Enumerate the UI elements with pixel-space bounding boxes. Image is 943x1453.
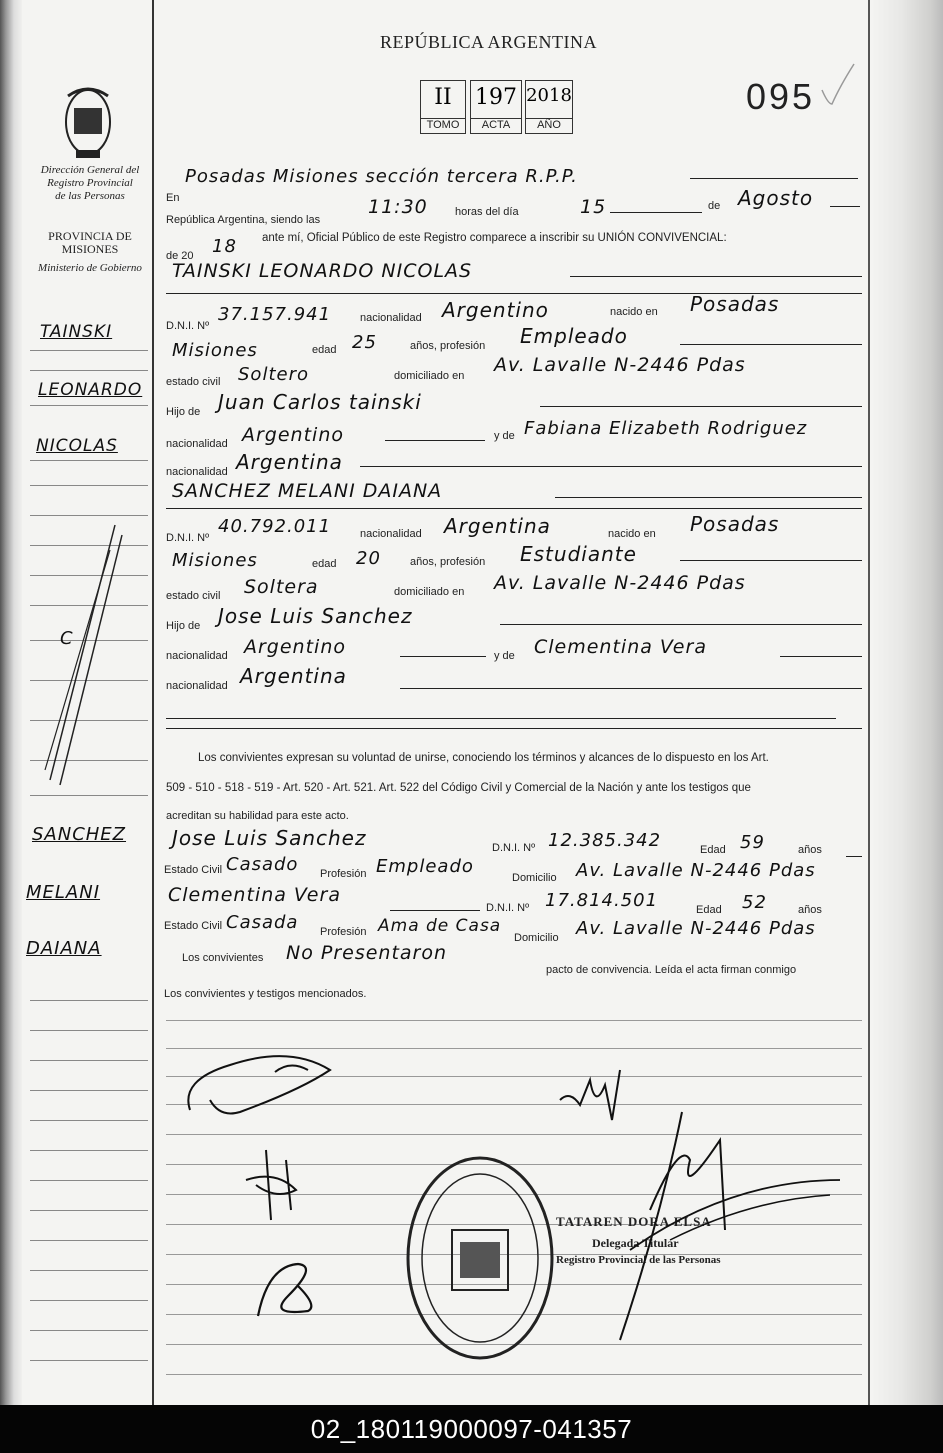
officer-title: Delegada Titular (592, 1236, 679, 1250)
person1-name: TAINSKI LEONARDO NICOLAS (172, 260, 473, 282)
officer-name: TATAREN DORA ELSA (556, 1214, 712, 1229)
margin-name-tainski: TAINSKI (40, 322, 113, 342)
page-binding-edge (0, 0, 22, 1405)
person1-father: Juan Carlos tainski (218, 390, 422, 414)
declaration-line1: Los convivientes expresan su voluntad de unirse, conociendo los términos y alcances de lo dispuesto en los Art. (198, 752, 769, 764)
label-wdom-2: Domicilio (514, 932, 559, 944)
person2-mother: Clementina Vera (534, 636, 707, 658)
person1-civil: Soltero (238, 364, 309, 385)
witness1-address: Av. Lavalle N-2446 Pdas (576, 860, 816, 881)
label-yde-2: y de (494, 650, 515, 662)
label-nac-1c: nacionalidad (166, 466, 228, 478)
person1-age: 25 (352, 332, 377, 353)
label-nac-1b: nacionalidad (166, 438, 228, 450)
label-edad-2: edad (312, 558, 337, 570)
signature-1 (180, 1040, 340, 1120)
label-yde-1: y de (494, 430, 515, 442)
label-wprof-2: Profesión (320, 926, 367, 938)
label-ante: ante mí, Oficial Público de este Registro comparece a inscribir su UNIÓN CONVIVENCIAL: (262, 232, 727, 244)
witness1-name: Jose Luis Sanchez (172, 826, 367, 850)
label-nac-1: nacionalidad (360, 312, 422, 324)
margin-name-melani: MELANI (26, 882, 101, 903)
person2-birthplace2: Misiones (172, 550, 258, 571)
label-hijo-2: Hijo de (166, 620, 201, 632)
label-convivientes: Los convivientes (182, 952, 264, 964)
person2-address: Av. Lavalle N-2446 Pdas (494, 572, 746, 594)
witness2-dni: 17.814.501 (545, 890, 659, 911)
provincial-seal-icon (62, 84, 114, 164)
label-wanios-2: años (798, 904, 822, 916)
person2-name: SANCHEZ MELANI DAIANA (172, 480, 443, 502)
label-nac-2c: nacionalidad (166, 680, 228, 692)
label-westado-2: Estado Civil (164, 920, 223, 932)
seal-directorate: Dirección General del Registro Provincial de las Personas (40, 164, 140, 202)
declaration-line3: acreditan su habilidad para este acto. (166, 810, 349, 822)
label-wdni-2: D.N.I. Nº (486, 902, 530, 914)
label-edad-1: edad (312, 344, 337, 356)
scan-footer-code: 02_180119000097-041357 (0, 1405, 943, 1453)
label-nac-2: nacionalidad (360, 528, 422, 540)
label-dni-2: D.N.I. Nº (166, 532, 210, 544)
person2-profession: Estudiante (520, 542, 637, 566)
label-estado-2: estado civil (166, 590, 221, 602)
person1-birthplace2: Misiones (172, 340, 258, 361)
label-dom-1: domiciliado en (394, 370, 465, 382)
official-round-stamp (400, 1150, 560, 1365)
margin-name-sanchez: SANCHEZ (32, 824, 127, 845)
signature-4 (248, 1256, 328, 1326)
page-right-edge (871, 0, 943, 1405)
label-dom-2: domiciliado en (394, 586, 465, 598)
person2-dni: 40.792.011 (218, 516, 332, 537)
label-estado-1: estado civil (166, 376, 221, 388)
pact-status: No Presentaron (286, 942, 448, 964)
label-dni-1: D.N.I. Nº (166, 320, 210, 332)
label-hijo-1: Hijo de (166, 406, 201, 418)
record-hour: 11:30 (368, 196, 428, 218)
label-closing: Los convivientes y testigos mencionados. (164, 988, 367, 1000)
label-prof-2: años, profesión (410, 556, 486, 568)
margin-name-nicolas: NICOLAS (36, 436, 118, 456)
label-wprof-1: Profesión (320, 868, 367, 880)
label-nacido-2: nacido en (608, 528, 656, 540)
label-wanios-1: años (798, 844, 822, 856)
witness2-name: Clementina Vera (168, 884, 341, 906)
witness1-civil: Casado (226, 854, 299, 875)
margin-letter: C (60, 628, 74, 649)
label-horas: horas del día (455, 206, 519, 218)
witness2-age: 52 (742, 892, 767, 913)
person2-birthplace: Posadas (690, 512, 780, 536)
record-month: Agosto (738, 186, 814, 210)
person1-father-nationality: Argentino (242, 424, 344, 446)
witness1-age: 59 (740, 832, 765, 853)
person1-dni: 37.157.941 (218, 304, 332, 325)
person2-age: 20 (356, 548, 381, 569)
anio-box: 2018 AÑO (525, 80, 573, 134)
person1-address: Av. Lavalle N-2446 Pdas (494, 354, 746, 376)
seal-ministry: Ministerio de Gobierno (38, 262, 142, 274)
person1-mother: Fabiana Elizabeth Rodriguez (524, 418, 808, 439)
label-de: de (708, 200, 721, 212)
label-de20: de 20 (166, 250, 194, 262)
tomo-box: II TOMO (420, 80, 466, 134)
label-westado-1: Estado Civil (164, 864, 223, 876)
witness1-profession: Empleado (376, 856, 474, 877)
record-place: Posadas Misiones sección tercera R.P.P. (185, 166, 578, 187)
witness1-dni: 12.385.342 (548, 830, 662, 851)
person1-profession: Empleado (520, 324, 628, 348)
margin-name-daiana: DAIANA (26, 938, 102, 959)
label-wedad-2: Edad (696, 904, 722, 916)
witness2-address: Av. Lavalle N-2446 Pdas (576, 918, 816, 939)
witness2-civil: Casada (226, 912, 299, 933)
record-day: 15 (580, 196, 607, 218)
margin-divider (152, 0, 154, 1405)
checkmark-icon (818, 60, 858, 108)
label-republica: República Argentina, siendo las (166, 214, 321, 226)
label-pacto: pacto de convivencia. Leída el acta firman conmigo (546, 964, 797, 976)
label-wdni-1: D.N.I. Nº (492, 842, 536, 854)
label-prof-1: años, profesión (410, 340, 486, 352)
person1-nationality: Argentino (442, 298, 549, 322)
label-wedad-1: Edad (700, 844, 726, 856)
record-year: 18 (212, 236, 237, 257)
margin-name-leonardo: LEONARDO (38, 380, 143, 400)
right-margin-line (868, 0, 870, 1405)
person2-father: Jose Luis Sanchez (218, 604, 413, 628)
seal-province: PROVINCIA DE MISIONES (48, 229, 132, 256)
label-nac-2b: nacionalidad (166, 650, 228, 662)
margin-cross-lines (40, 520, 130, 790)
person2-nationality: Argentina (444, 514, 551, 538)
page-number: 095 (746, 76, 816, 117)
officer-office: Registro Provincial de las Personas (556, 1254, 721, 1266)
document-title: REPÚBLICA ARGENTINA (380, 32, 598, 52)
label-en: En (166, 192, 180, 204)
witness2-profession: Ama de Casa (378, 916, 502, 936)
officer-signature (610, 1100, 850, 1350)
label-nacido-1: nacido en (610, 306, 658, 318)
label-wdom-1: Domicilio (512, 872, 557, 884)
person2-mother-nationality: Argentina (240, 664, 347, 688)
signature-3 (236, 1140, 316, 1230)
person2-father-nationality: Argentino (244, 636, 346, 658)
acta-box: 197 ACTA (470, 80, 522, 134)
person1-birthplace: Posadas (690, 292, 780, 316)
person2-civil: Soltera (244, 576, 319, 598)
person1-mother-nationality: Argentina (236, 450, 343, 474)
declaration-line2: 509 - 510 - 518 - 519 - Art. 520 - Art. 521. Art. 522 del Código Civil y Comercial de la Nación y ante los testigos que (166, 782, 751, 794)
